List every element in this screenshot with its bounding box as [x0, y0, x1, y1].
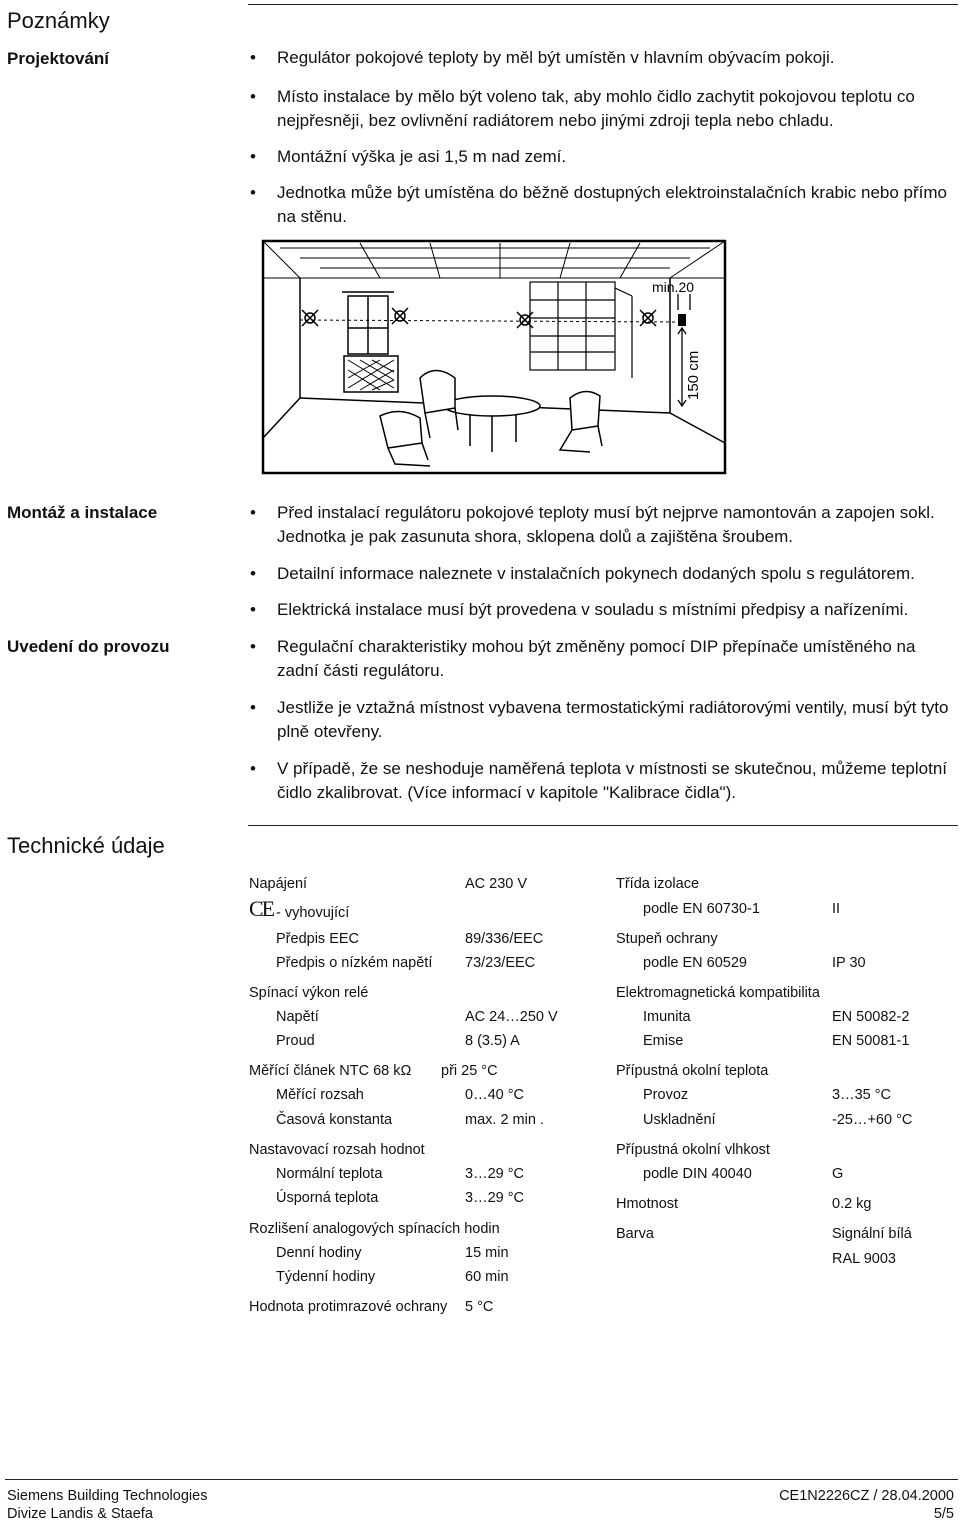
- spec-insulation-value: II: [832, 901, 841, 917]
- commissioning-label: Uvedení do provozu: [7, 637, 170, 656]
- bullet-icon: •: [250, 600, 256, 619]
- bullet-icon: •: [250, 48, 256, 67]
- footer-division: Divize Landis & Staefa: [7, 1506, 153, 1522]
- spec-eec-regulation: Předpis EEC: [276, 931, 360, 947]
- spec-humidity-value: G: [832, 1166, 844, 1182]
- spec-ce-compliance: - vyhovující: [276, 905, 350, 921]
- spec-eco-temp-value: 3…29 °C: [465, 1190, 524, 1206]
- bullet-icon: •: [250, 183, 256, 202]
- spec-power-supply: Napájení: [249, 876, 308, 892]
- spec-eco-temp: Úsporná teplota: [276, 1190, 379, 1206]
- spec-ntc-sensor-value: při 25 °C: [441, 1063, 498, 1079]
- spec-weight: Hmotnost: [616, 1196, 679, 1212]
- planning-label: Projektování: [7, 49, 110, 68]
- spec-measuring-range-value: 0…40 °C: [465, 1087, 524, 1103]
- spec-color: Barva: [616, 1226, 654, 1242]
- footer-page-number: 5/5: [933, 1506, 954, 1522]
- technical-title: Technické údaje: [7, 833, 165, 858]
- spec-time-constant-value: max. 2 min .: [465, 1112, 544, 1128]
- spec-protection-value: IP 30: [832, 955, 866, 971]
- spec-emission: Emise: [643, 1033, 684, 1049]
- spec-low-voltage: Předpis o nízkém napětí: [276, 955, 433, 971]
- bullet-icon: •: [250, 503, 256, 522]
- bullet-icon: •: [250, 698, 256, 717]
- spec-frost-protection-value: 5 °C: [465, 1299, 494, 1315]
- height-label: 150 cm: [685, 350, 702, 400]
- spec-storage: Uskladnění: [643, 1112, 716, 1128]
- spec-protection: Stupeň ochrany: [616, 931, 718, 947]
- notes-title: Poznámky: [7, 8, 110, 33]
- spec-color-ral: RAL 9003: [832, 1251, 896, 1267]
- spec-relay-rating: Spínací výkon relé: [249, 985, 369, 1001]
- bullet-icon: •: [250, 759, 256, 778]
- spec-operation-value: 3…35 °C: [832, 1087, 891, 1103]
- bullet-icon: •: [250, 564, 256, 583]
- spec-eec-regulation-value: 89/336/EEC: [465, 931, 544, 947]
- min-distance-label: min.20: [652, 279, 695, 295]
- spec-ambient-humidity: Přípustná okolní vlhkost: [616, 1142, 770, 1158]
- footer-company: Siemens Building Technologies: [7, 1488, 208, 1504]
- spec-emc: Elektromagnetická kompatibilita: [616, 985, 820, 1001]
- bullet-icon: •: [250, 87, 256, 106]
- mounting-label: Montáž a instalace: [7, 503, 158, 522]
- spec-weekly-timer: Týdenní hodiny: [276, 1269, 376, 1285]
- spec-insulation-class: Třída izolace: [616, 876, 700, 892]
- spec-emission-value: EN 50081-1: [832, 1033, 910, 1049]
- spec-weight-value: 0.2 kg: [832, 1196, 872, 1212]
- spec-daily-timer-value: 15 min: [465, 1245, 509, 1261]
- spec-protection-standard: podle EN 60529: [643, 955, 747, 971]
- spec-normal-temp-value: 3…29 °C: [465, 1166, 524, 1182]
- spec-low-voltage-value: 73/23/EEC: [465, 955, 536, 971]
- technical-rule: [248, 825, 958, 826]
- spec-ntc-sensor: Měřící článek NTC 68 kΩ: [249, 1063, 412, 1079]
- spec-immunity: Imunita: [643, 1009, 691, 1025]
- footer-rule: [5, 1479, 958, 1480]
- spec-insulation-standard: podle EN 60730-1: [643, 901, 760, 917]
- spec-current: Proud: [276, 1033, 315, 1049]
- spec-current-value: 8 (3.5) A: [465, 1033, 520, 1049]
- spec-weekly-timer-value: 60 min: [465, 1269, 509, 1285]
- top-rule: [248, 4, 958, 5]
- spec-timer-resolution: Rozlišení analogových spínacích hodin: [249, 1221, 500, 1237]
- spec-ambient-temp: Přípustná okolní teplota: [616, 1063, 769, 1079]
- footer-doc-id: CE1N2226CZ / 28.04.2000: [779, 1488, 954, 1504]
- radiator: [344, 356, 398, 392]
- thermostat-unit: [678, 314, 686, 326]
- spec-normal-temp: Normální teplota: [276, 1166, 383, 1182]
- spec-immunity-value: EN 50082-2: [832, 1009, 910, 1025]
- ce-mark-icon: CE: [249, 896, 274, 921]
- spec-setting-range: Nastavovací rozsah hodnot: [249, 1142, 425, 1158]
- spec-power-supply-value: AC 230 V: [465, 876, 528, 892]
- spec-color-value: Signální bílá: [832, 1226, 912, 1242]
- spec-measuring-range: Měřící rozsah: [276, 1087, 364, 1103]
- spec-storage-value: -25…+60 °C: [832, 1112, 913, 1128]
- bullet-icon: •: [250, 637, 256, 656]
- bullet-icon: •: [250, 147, 256, 166]
- room-illustration: [260, 238, 730, 478]
- spec-voltage-value: AC 24…250 V: [465, 1009, 558, 1025]
- spec-time-constant: Časová konstanta: [276, 1112, 393, 1128]
- spec-daily-timer: Denní hodiny: [276, 1245, 362, 1261]
- spec-operation: Provoz: [643, 1087, 689, 1103]
- spec-frost-protection: Hodnota protimrazové ochrany: [249, 1299, 448, 1315]
- spec-humidity-standard: podle DIN 40040: [643, 1166, 752, 1182]
- spec-voltage: Napětí: [276, 1009, 319, 1025]
